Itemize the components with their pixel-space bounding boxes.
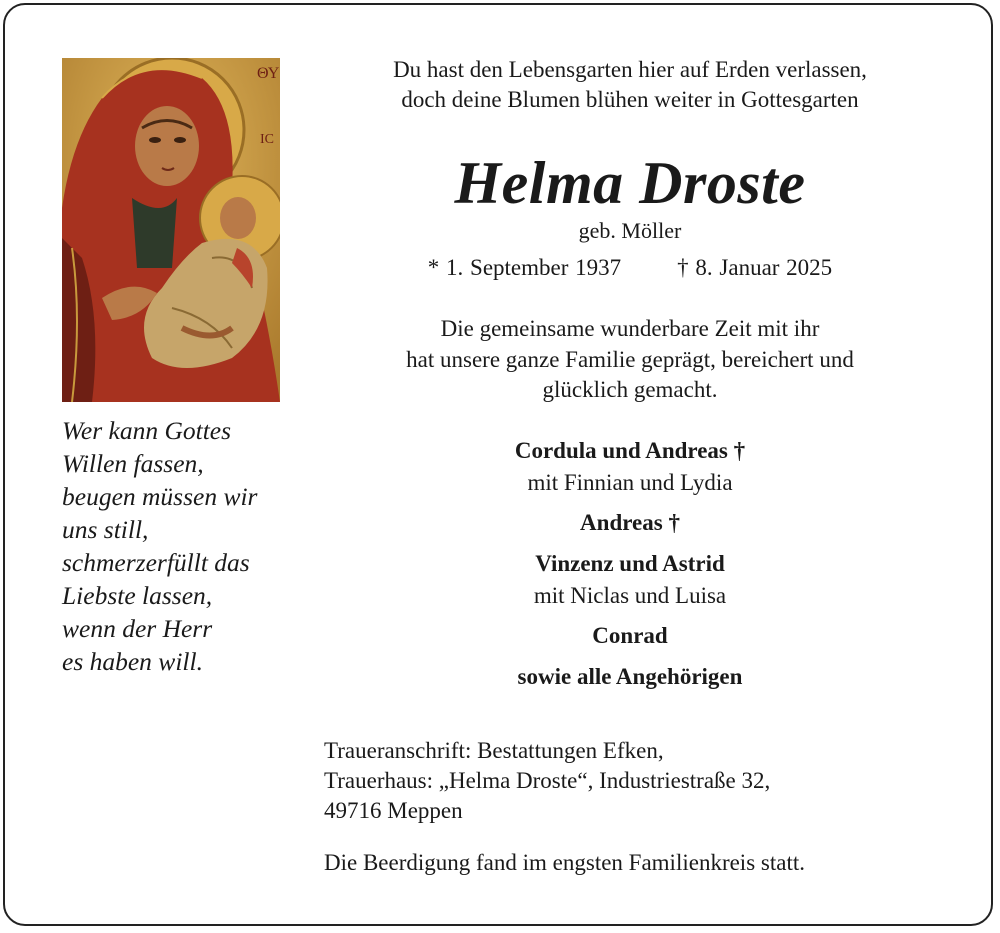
life-dates xyxy=(330,253,930,283)
mourner-name: Cordula und Andreas † xyxy=(514,438,746,463)
verse-line: schmerzerfüllt das xyxy=(62,548,250,577)
mourner-name: sowie alle Angehörigen xyxy=(517,664,743,689)
mourners-list xyxy=(330,434,930,693)
verse-line: uns still, xyxy=(62,515,149,544)
address-line: Traueranschrift: Bestattungen Efken, xyxy=(324,738,664,763)
birth-name: geb. Möller xyxy=(578,218,682,243)
verse-line: beugen müssen wir xyxy=(62,482,258,511)
madonna-icon-image xyxy=(62,58,280,402)
birth-date: * 1. September 1937 xyxy=(427,255,622,280)
motto xyxy=(330,55,930,115)
svg-text:ΙС: ΙС xyxy=(260,132,274,147)
address-line: 49716 Meppen xyxy=(324,798,463,823)
memorial-text-line: hat unsere ganze Familie geprägt, bereichert und xyxy=(406,346,854,372)
icon-lettering: ΘΥ xyxy=(257,65,280,82)
verse-line: Wer kann Gottes xyxy=(62,416,232,445)
deceased-name: Helma Droste xyxy=(454,150,806,216)
memorial-text xyxy=(330,314,930,406)
verse-line: es haben will. xyxy=(62,647,203,676)
verse-line: Willen fassen, xyxy=(62,449,204,478)
mourner-children: mit Niclas und Luisa xyxy=(533,583,727,608)
verse-line: wenn der Herr xyxy=(62,614,213,643)
mourning-address xyxy=(324,736,770,826)
death-date: † 8. Januar 2025 xyxy=(677,255,833,280)
mourner-name: Vinzenz und Astrid xyxy=(535,551,725,576)
mourner-name: Andreas † xyxy=(580,510,680,535)
mourner-name: Conrad xyxy=(592,623,668,648)
motto-line: Du hast den Lebensgarten hier auf Erden verlassen, xyxy=(393,57,867,82)
poem-verse xyxy=(62,414,302,678)
motto-line: doch deine Blumen blühen weiter in Gottesgarten xyxy=(401,87,859,112)
funeral-note: Die Beerdigung fand im engsten Familienkreis statt. xyxy=(324,850,805,875)
address-line: Trauerhaus: „Helma Droste“, Industriestraße 32, xyxy=(324,768,771,793)
memorial-text-line: glücklich gemacht. xyxy=(542,377,718,402)
verse-line: Liebste lassen, xyxy=(62,581,213,610)
mourner-children: mit Finnian und Lydia xyxy=(527,470,733,495)
memorial-text-line: Die gemeinsame wunderbare Zeit mit ihr xyxy=(440,316,820,341)
